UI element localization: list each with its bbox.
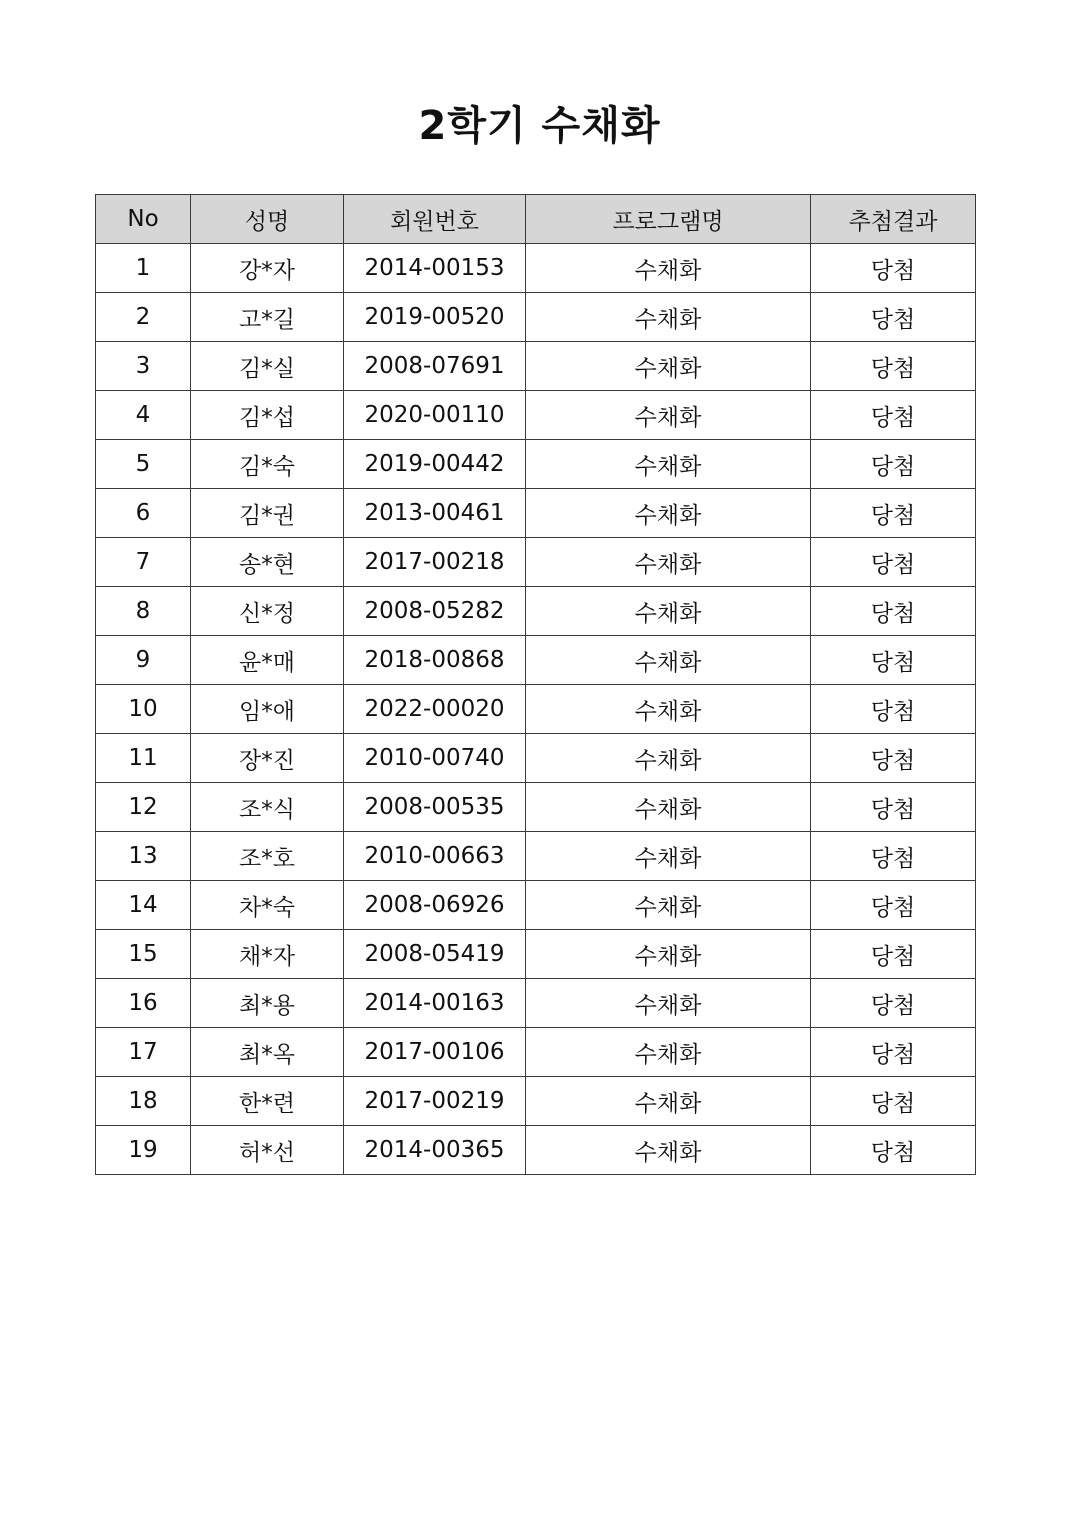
cell-program-name: 수채화 <box>526 979 811 1028</box>
header-lottery-result: 추첨결과 <box>811 195 976 244</box>
cell-no: 5 <box>96 440 191 489</box>
cell-member-number: 2019-00442 <box>344 440 526 489</box>
cell-program-name: 수채화 <box>526 685 811 734</box>
cell-member-number: 2020-00110 <box>344 391 526 440</box>
cell-member-number: 2014-00153 <box>344 244 526 293</box>
cell-lottery-result: 당첨 <box>811 440 976 489</box>
table-row <box>96 440 976 489</box>
cell-program-name: 수채화 <box>526 293 811 342</box>
cell-no: 3 <box>96 342 191 391</box>
cell-program-name: 수채화 <box>526 1077 811 1126</box>
cell-name: 김*숙 <box>191 440 344 489</box>
cell-name: 차*숙 <box>191 881 344 930</box>
cell-member-number: 2022-00020 <box>344 685 526 734</box>
cell-name: 송*현 <box>191 538 344 587</box>
cell-program-name: 수채화 <box>526 832 811 881</box>
cell-lottery-result: 당첨 <box>811 1077 976 1126</box>
table-row <box>96 881 976 930</box>
cell-member-number: 2017-00219 <box>344 1077 526 1126</box>
cell-name: 윤*매 <box>191 636 344 685</box>
cell-member-number: 2017-00218 <box>344 538 526 587</box>
cell-lottery-result: 당첨 <box>811 832 976 881</box>
cell-no: 10 <box>96 685 191 734</box>
table-row <box>96 783 976 832</box>
cell-program-name: 수채화 <box>526 342 811 391</box>
cell-lottery-result: 당첨 <box>811 342 976 391</box>
cell-program-name: 수채화 <box>526 538 811 587</box>
table-row <box>96 1126 976 1175</box>
table-row <box>96 979 976 1028</box>
cell-no: 16 <box>96 979 191 1028</box>
table-row <box>96 1028 976 1077</box>
cell-program-name: 수채화 <box>526 244 811 293</box>
table-row <box>96 587 976 636</box>
cell-no: 6 <box>96 489 191 538</box>
cell-member-number: 2008-00535 <box>344 783 526 832</box>
cell-no: 19 <box>96 1126 191 1175</box>
table-row <box>96 391 976 440</box>
table-row <box>96 538 976 587</box>
table-header-row <box>96 195 976 244</box>
cell-member-number: 2010-00740 <box>344 734 526 783</box>
cell-lottery-result: 당첨 <box>811 930 976 979</box>
cell-no: 7 <box>96 538 191 587</box>
table-row <box>96 832 976 881</box>
table-row <box>96 1077 976 1126</box>
cell-name: 김*섭 <box>191 391 344 440</box>
table-row <box>96 489 976 538</box>
header-name: 성명 <box>191 195 344 244</box>
header-no: No <box>96 195 191 244</box>
cell-no: 11 <box>96 734 191 783</box>
cell-member-number: 2014-00163 <box>344 979 526 1028</box>
cell-no: 9 <box>96 636 191 685</box>
cell-member-number: 2008-05282 <box>344 587 526 636</box>
cell-name: 임*애 <box>191 685 344 734</box>
cell-no: 8 <box>96 587 191 636</box>
cell-name: 김*실 <box>191 342 344 391</box>
cell-no: 18 <box>96 1077 191 1126</box>
table-row <box>96 342 976 391</box>
cell-lottery-result: 당첨 <box>811 489 976 538</box>
cell-program-name: 수채화 <box>526 636 811 685</box>
cell-no: 13 <box>96 832 191 881</box>
cell-no: 1 <box>96 244 191 293</box>
cell-lottery-result: 당첨 <box>811 391 976 440</box>
cell-no: 4 <box>96 391 191 440</box>
cell-member-number: 2013-00461 <box>344 489 526 538</box>
cell-program-name: 수채화 <box>526 930 811 979</box>
cell-no: 15 <box>96 930 191 979</box>
table-row <box>96 244 976 293</box>
cell-program-name: 수채화 <box>526 587 811 636</box>
header-member-number: 회원번호 <box>344 195 526 244</box>
cell-program-name: 수채화 <box>526 783 811 832</box>
table-row <box>96 293 976 342</box>
cell-lottery-result: 당첨 <box>811 685 976 734</box>
cell-member-number: 2010-00663 <box>344 832 526 881</box>
cell-program-name: 수채화 <box>526 881 811 930</box>
table-row <box>96 930 976 979</box>
cell-name: 최*옥 <box>191 1028 344 1077</box>
cell-lottery-result: 당첨 <box>811 1126 976 1175</box>
cell-program-name: 수채화 <box>526 734 811 783</box>
table-row <box>96 734 976 783</box>
cell-name: 김*권 <box>191 489 344 538</box>
cell-name: 조*호 <box>191 832 344 881</box>
cell-program-name: 수채화 <box>526 1028 811 1077</box>
cell-no: 14 <box>96 881 191 930</box>
cell-lottery-result: 당첨 <box>811 881 976 930</box>
cell-member-number: 2019-00520 <box>344 293 526 342</box>
cell-lottery-result: 당첨 <box>811 293 976 342</box>
cell-member-number: 2008-05419 <box>344 930 526 979</box>
cell-name: 신*정 <box>191 587 344 636</box>
cell-lottery-result: 당첨 <box>811 587 976 636</box>
cell-no: 12 <box>96 783 191 832</box>
cell-program-name: 수채화 <box>526 489 811 538</box>
cell-lottery-result: 당첨 <box>811 783 976 832</box>
lottery-result-table <box>95 194 976 1175</box>
cell-member-number: 2017-00106 <box>344 1028 526 1077</box>
cell-name: 한*련 <box>191 1077 344 1126</box>
cell-member-number: 2008-06926 <box>344 881 526 930</box>
table-row <box>96 636 976 685</box>
cell-name: 채*자 <box>191 930 344 979</box>
cell-lottery-result: 당첨 <box>811 734 976 783</box>
cell-program-name: 수채화 <box>526 1126 811 1175</box>
cell-program-name: 수채화 <box>526 391 811 440</box>
cell-lottery-result: 당첨 <box>811 636 976 685</box>
table-row <box>96 685 976 734</box>
page-title: 2학기 수채화 <box>418 103 661 149</box>
cell-name: 조*식 <box>191 783 344 832</box>
cell-lottery-result: 당첨 <box>811 244 976 293</box>
cell-member-number: 2018-00868 <box>344 636 526 685</box>
cell-member-number: 2008-07691 <box>344 342 526 391</box>
cell-name: 고*길 <box>191 293 344 342</box>
cell-no: 2 <box>96 293 191 342</box>
header-program-name: 프로그램명 <box>526 195 811 244</box>
cell-no: 17 <box>96 1028 191 1077</box>
cell-lottery-result: 당첨 <box>811 1028 976 1077</box>
cell-name: 최*용 <box>191 979 344 1028</box>
cell-name: 장*진 <box>191 734 344 783</box>
cell-member-number: 2014-00365 <box>344 1126 526 1175</box>
cell-name: 강*자 <box>191 244 344 293</box>
cell-lottery-result: 당첨 <box>811 979 976 1028</box>
cell-name: 허*선 <box>191 1126 344 1175</box>
table-body <box>96 244 976 1175</box>
cell-lottery-result: 당첨 <box>811 538 976 587</box>
cell-program-name: 수채화 <box>526 440 811 489</box>
